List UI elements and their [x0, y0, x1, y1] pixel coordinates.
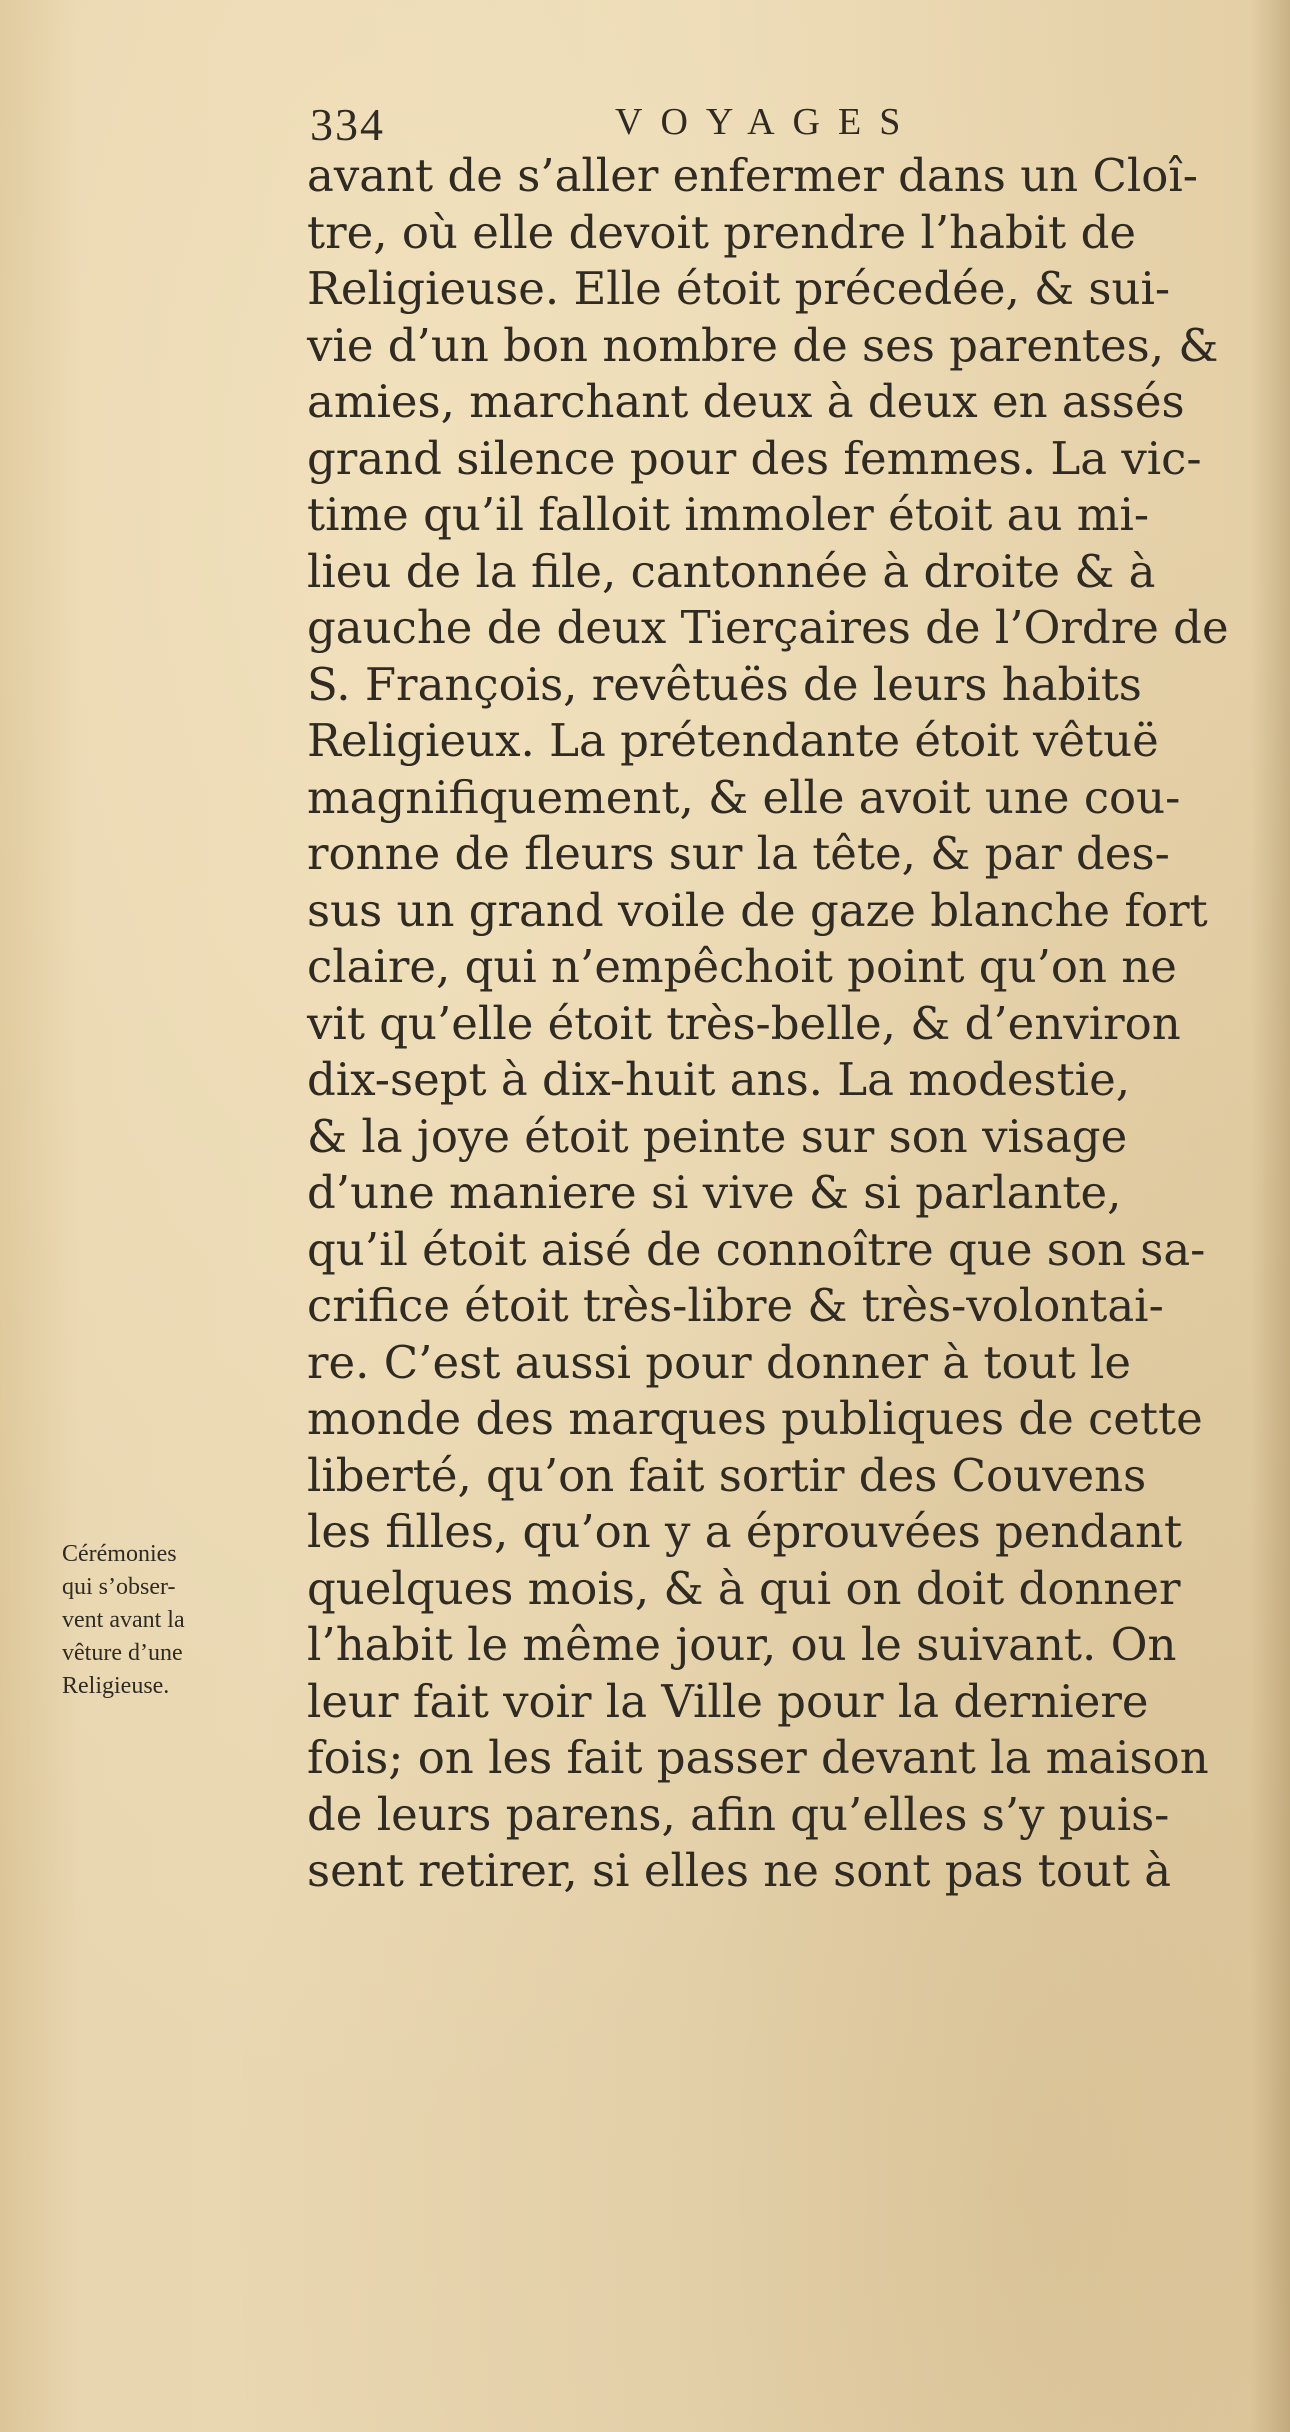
- text-line: lieu de la file, cantonnée à droite & à: [307, 544, 1156, 598]
- text-line: grand silence pour des femmes. La vic-: [307, 431, 1202, 485]
- text-line: liberté, qu’on fait sortir des Couvens: [307, 1448, 1147, 1502]
- margin-note-line: vent avant la: [62, 1607, 185, 1633]
- margin-note: [62, 1538, 302, 1703]
- text-line: qu’il étoit aisé de connoître que son sa-: [307, 1222, 1206, 1276]
- text-line: sent retirer, si elles ne sont pas tout à: [307, 1844, 1172, 1897]
- text-line: re. C’est aussi pour donner à tout le: [307, 1335, 1131, 1389]
- text-line: vie d’un bon nombre de ses parentes, &: [307, 318, 1219, 372]
- text-line: Religieuse. Elle étoit précedée, & sui-: [307, 262, 1171, 315]
- text-line: tre, où elle devoit prendre l’habit de: [307, 205, 1137, 259]
- margin-note-line: Religieuse.: [62, 1673, 170, 1699]
- text-line: l’habit le même jour, ou le suivant. On: [307, 1618, 1177, 1671]
- text-line: amies, marchant deux à deux en assés: [307, 375, 1185, 428]
- text-line: Religieux. La prétendante étoit vêtuë: [307, 714, 1159, 767]
- text-line: avant de s’aller enfermer dans un Cloî-: [307, 149, 1198, 202]
- text-line: & la joye étoit peinte sur son visage: [307, 1109, 1128, 1163]
- body-text: [307, 148, 1287, 1900]
- text-line: sus un grand voile de gaze blanche fort: [307, 883, 1208, 937]
- text-line: claire, qui n’empêchoit point qu’on ne: [307, 940, 1177, 993]
- text-line: magnifiquement, & elle avoit une cou-: [307, 770, 1181, 824]
- margin-note-line: Cérémonies: [62, 1541, 177, 1567]
- text-line: fois; on les fait passer devant la maison: [307, 1731, 1209, 1784]
- text-line: time qu’il falloit immoler étoit au mi-: [307, 488, 1150, 541]
- text-line: monde des marques publiques de cette: [307, 1392, 1203, 1445]
- text-line: leur fait voir la Ville pour la derniere: [307, 1674, 1149, 1728]
- text-line: dix-sept à dix-huit ans. La modestie,: [307, 1053, 1131, 1106]
- text-line: quelques mois, & à qui on doit donner: [307, 1561, 1181, 1615]
- text-line: d’une maniere si vive & si parlante,: [307, 1166, 1122, 1219]
- running-head: VOYAGES: [615, 101, 919, 143]
- text-line: S. François, revêtuës de leurs habits: [307, 657, 1142, 711]
- text-line: les filles, qu’on y a éprouvées pendant: [307, 1505, 1183, 1558]
- text-line: gauche de deux Tierçaires de l’Ordre de: [307, 601, 1229, 654]
- margin-note-line: vêture d’une: [62, 1640, 183, 1666]
- margin-note-line: qui s’obser-: [62, 1574, 176, 1600]
- text-line: vit qu’elle étoit très-belle, & d’environ: [307, 996, 1181, 1050]
- page-number: 334: [310, 99, 385, 150]
- text-line: crifice étoit très-libre & très-volontai-: [307, 1279, 1164, 1332]
- text-line: de leurs parens, afin qu’elles s’y puis-: [307, 1787, 1170, 1841]
- text-line: ronne de fleurs sur la tête, & par des-: [307, 827, 1170, 880]
